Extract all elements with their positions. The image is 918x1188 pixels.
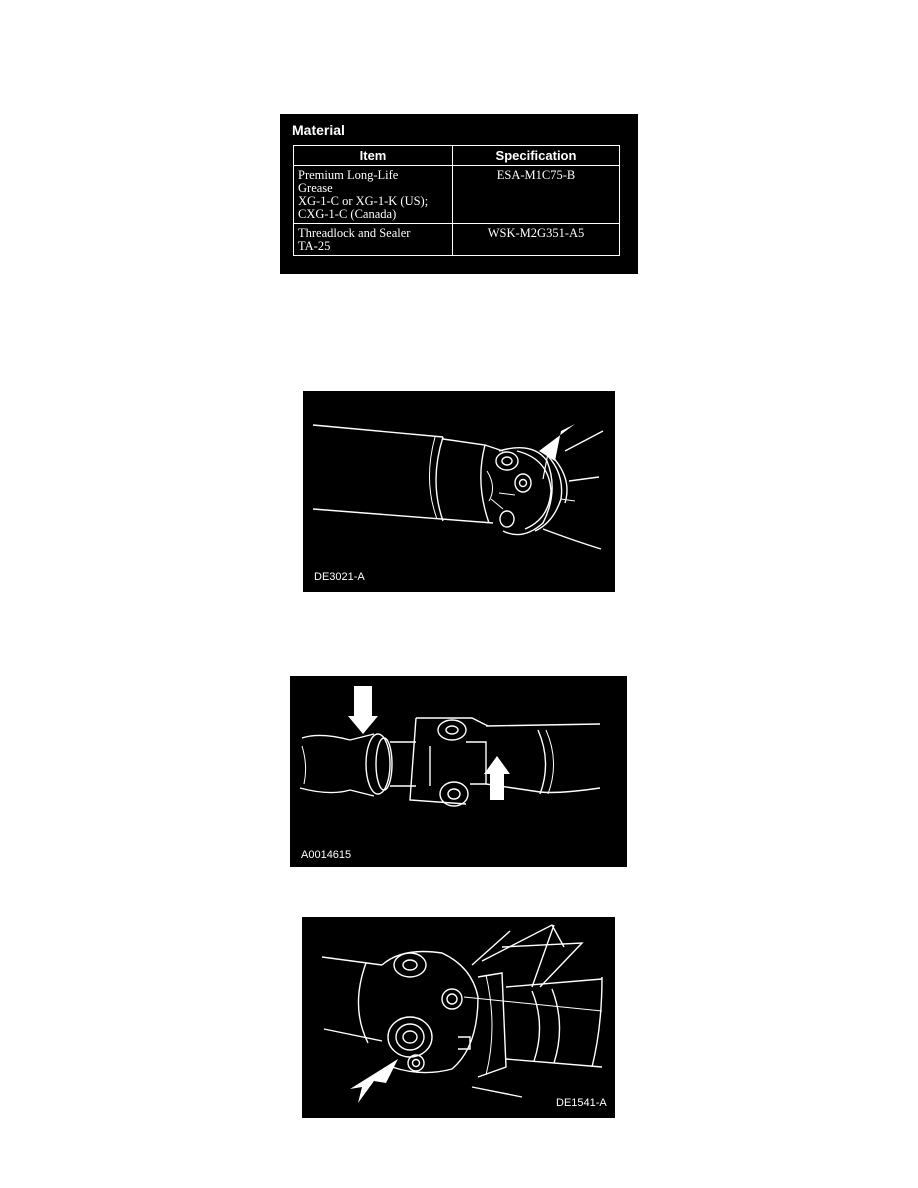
driveshaft-flange-illustration bbox=[303, 391, 615, 592]
material-title: Material bbox=[292, 122, 345, 138]
table-row bbox=[294, 224, 620, 256]
specification-cell: ESA-M1C75-B bbox=[453, 166, 620, 224]
item-line: XG-1-C or XG-1-K (US); bbox=[298, 194, 429, 208]
material-table bbox=[293, 145, 620, 256]
item-line: Threadlock and Sealer bbox=[298, 226, 411, 240]
table-header-row bbox=[294, 146, 620, 166]
figure-label: DE1541-A bbox=[556, 1097, 607, 1109]
item-cell bbox=[294, 224, 453, 256]
item-line: TA-25 bbox=[298, 239, 331, 253]
item-cell bbox=[294, 166, 453, 224]
material-table-panel bbox=[280, 114, 638, 274]
arrow-icon bbox=[539, 424, 575, 461]
figure-ujoint-bolt bbox=[302, 917, 615, 1118]
column-header-item: Item bbox=[294, 146, 453, 166]
ujoint-bolt-illustration bbox=[302, 917, 615, 1118]
arrow-up-icon bbox=[484, 756, 510, 800]
figure-label: A0014615 bbox=[301, 849, 352, 861]
figure-label: DE3021-A bbox=[314, 571, 365, 583]
ujoint-alignment-illustration bbox=[290, 676, 627, 867]
item-line: Premium Long-Life bbox=[298, 168, 399, 182]
arrow-icon bbox=[350, 1059, 398, 1103]
arrow-down-icon bbox=[348, 686, 378, 734]
figure-ujoint-alignment bbox=[290, 676, 627, 867]
specification-cell: WSK-M2G351-A5 bbox=[453, 224, 620, 256]
figure-driveshaft-flange bbox=[303, 391, 615, 592]
table-row bbox=[294, 166, 620, 224]
item-line: CXG-1-C (Canada) bbox=[298, 207, 397, 221]
column-header-specification: Specification bbox=[453, 146, 620, 166]
item-line: Grease bbox=[298, 181, 333, 195]
